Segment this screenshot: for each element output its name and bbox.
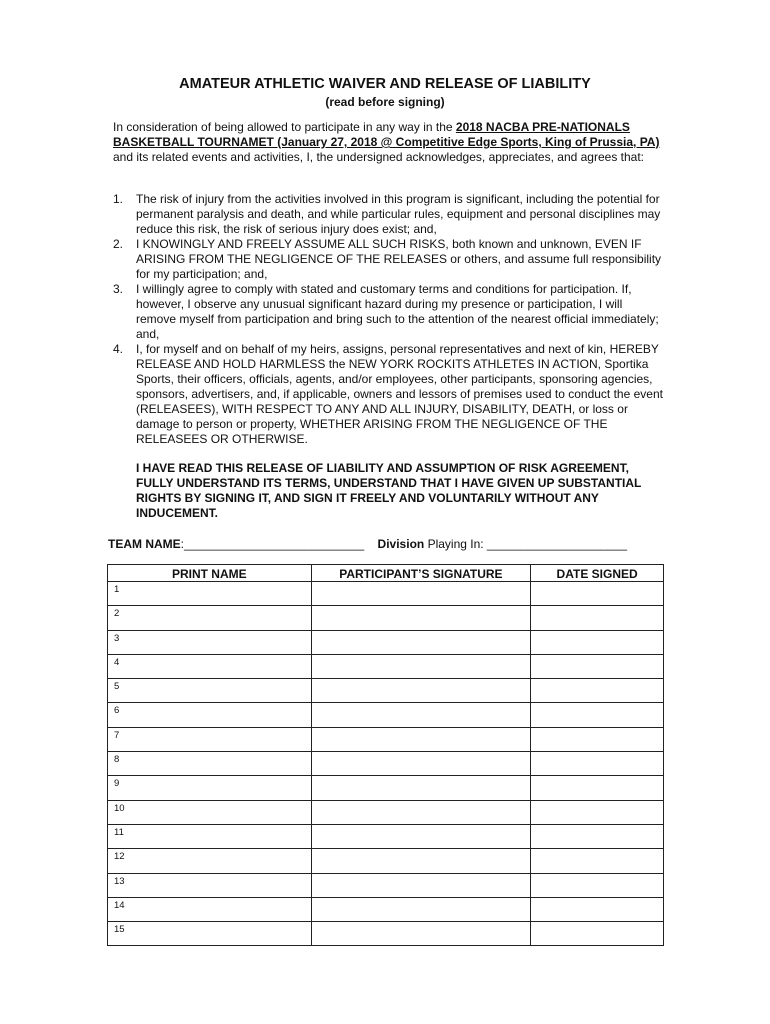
print-name-cell[interactable] — [108, 824, 312, 848]
term-item — [113, 237, 665, 282]
signature-cell[interactable] — [311, 703, 531, 727]
roster-row — [108, 800, 664, 824]
date-signed-cell[interactable] — [531, 582, 664, 606]
print-name-cell[interactable] — [108, 679, 312, 703]
term-number: 2. — [113, 237, 124, 251]
term-number: 4. — [113, 342, 124, 356]
roster-row — [108, 606, 664, 630]
term-text: I KNOWINGLY AND FREELY ASSUME ALL SUCH RISKS, both known and unknown, EVEN IF ARISING FROM THE NEGLIGENCE OF THE RELEASES or others, and assume full responsibility for my participation; and, — [136, 237, 662, 281]
date-signed-cell[interactable] — [531, 824, 664, 848]
row-number: 12 — [114, 851, 125, 863]
row-number: 11 — [114, 826, 124, 838]
row-number: 7 — [114, 729, 120, 741]
signature-cell[interactable] — [311, 752, 531, 776]
roster-row — [108, 727, 664, 751]
signature-cell[interactable] — [311, 849, 531, 873]
signature-cell[interactable] — [311, 654, 531, 678]
team-name-field[interactable]: :___________________________ — [180, 537, 365, 551]
roster-row — [108, 679, 664, 703]
row-number: 8 — [114, 754, 120, 766]
roster-table — [107, 564, 664, 946]
row-number: 1 — [114, 584, 120, 595]
row-number: 6 — [114, 705, 120, 717]
signature-cell[interactable] — [311, 727, 531, 751]
roster-row — [108, 703, 664, 727]
date-signed-cell[interactable] — [531, 776, 664, 800]
roster-row — [108, 849, 664, 873]
date-signed-cell[interactable] — [531, 897, 664, 921]
date-signed-cell[interactable] — [531, 654, 664, 678]
roster-row — [108, 776, 664, 800]
date-signed-cell[interactable] — [531, 630, 664, 654]
signature-cell[interactable] — [311, 873, 531, 897]
signature-cell[interactable] — [311, 582, 531, 606]
term-number: 3. — [113, 282, 124, 296]
row-number: 3 — [114, 632, 120, 644]
roster-row — [108, 922, 664, 946]
signature-cell[interactable] — [311, 897, 531, 921]
date-signed-cell[interactable] — [531, 922, 664, 946]
roster-row — [108, 897, 664, 921]
intro-text-before: In consideration of being allowed to participate in any way in the — [113, 120, 456, 134]
date-signed-cell[interactable] — [531, 752, 664, 776]
date-signed-cell[interactable] — [531, 703, 664, 727]
signature-cell[interactable] — [311, 776, 531, 800]
date-signed-cell[interactable] — [531, 800, 664, 824]
date-signed-cell[interactable] — [531, 679, 664, 703]
print-name-cell[interactable] — [108, 849, 312, 873]
term-text: The risk of injury from the activities involved in this program is significant, including the potential for permanent paralysis and death, and while particular rules, equipment and personal disciplines may reduce this risk, the risk of serious injury does exist; and, — [136, 192, 661, 236]
event-name: 2018 NACBA PRE-NATIONALS BASKETBALL TOURNAMET (January 27, 2018 @ Competitive Edge Sports, King of Prussia, PA) — [113, 120, 660, 149]
print-name-cell[interactable] — [108, 800, 312, 824]
date-signed-cell[interactable] — [531, 727, 664, 751]
print-name-cell[interactable] — [108, 873, 312, 897]
print-name-cell[interactable] — [108, 630, 312, 654]
date-signed-cell[interactable] — [531, 849, 664, 873]
row-number: 2 — [114, 608, 120, 620]
date-signed-cell[interactable] — [531, 606, 664, 630]
row-number: 4 — [114, 656, 120, 668]
team-info-line — [108, 537, 668, 551]
document-title: AMATEUR ATHLETIC WAIVER AND RELEASE OF LIABILITY — [179, 76, 591, 92]
signature-cell[interactable] — [311, 679, 531, 703]
roster-row — [108, 752, 664, 776]
roster-header-row — [108, 565, 664, 582]
print-name-cell[interactable] — [108, 897, 312, 921]
division-field[interactable]: Playing In: _____________________ — [424, 537, 628, 551]
roster-body — [108, 582, 664, 946]
intro-text-after: and its related events and activities, I, the undersigned acknowledges, appreciates, and agrees that: — [113, 150, 644, 164]
intro-paragraph — [113, 120, 663, 165]
row-number: 9 — [114, 778, 120, 790]
term-text: I, for myself and on behalf of my heirs, assigns, personal representatives and next of kin, HEREBY RELEASE AND HOLD HARMLESS the NEW YORK ROCKITS ATHLETES IN ACTION, Sportika Sports, their officers, officials, agents, and/or employees, other participants, sponsoring agencies, sponsors, advertisers, and, if applicable, owners and lessors of premises used to conduct the event (RELEASEES), WITH RESPECT TO ANY AND ALL INJURY, DISABILITY, DEATH, or loss or damage to person or property, WHETHER ARISING FROM THE NEGLIGENCE OF THE RELEASEES OR OTHERWISE. — [136, 342, 663, 446]
row-number: 10 — [114, 802, 125, 814]
signature-cell[interactable] — [311, 824, 531, 848]
term-item — [113, 342, 665, 447]
signature-cell[interactable] — [311, 800, 531, 824]
terms-list — [113, 192, 665, 447]
print-name-cell[interactable] — [108, 922, 312, 946]
row-number: 15 — [114, 924, 125, 936]
print-name-cell[interactable] — [108, 606, 312, 630]
division-label: Division — [377, 537, 425, 551]
term-item — [113, 192, 665, 237]
print-name-cell[interactable] — [108, 776, 312, 800]
acknowledgement-statement: I HAVE READ THIS RELEASE OF LIABILITY AND ASSUMPTION OF RISK AGREEMENT, FULLY UNDERSTAND ITS TERMS, UNDERSTAND THAT I HAVE GIVEN UP SUBSTANTIAL RIGHTS BY SIGNING IT, AND SIGN IT FREELY AND VOLUNTARILY WITHOUT ANY INDUCEMENT. — [136, 461, 642, 520]
signature-cell[interactable] — [311, 922, 531, 946]
signature-cell[interactable] — [311, 606, 531, 630]
term-text: I willingly agree to comply with stated and customary terms and conditions for participation. If, however, I observe any unusual significant hazard during my presence or participation, I will remove myself from participation and bring such to the attention of the nearest official immediately; and, — [136, 282, 659, 341]
roster-row — [108, 654, 664, 678]
signature-header: PARTICIPANT’S SIGNATURE — [311, 565, 531, 582]
roster-row — [108, 582, 664, 606]
print-name-cell[interactable] — [108, 703, 312, 727]
roster-row — [108, 824, 664, 848]
print-name-cell[interactable] — [108, 727, 312, 751]
row-number: 14 — [114, 899, 125, 911]
row-number: 13 — [114, 875, 125, 887]
term-number: 1. — [113, 192, 124, 206]
team-name-label: TEAM NAME — [108, 537, 181, 551]
print-name-header: PRINT NAME — [108, 565, 312, 582]
print-name-cell[interactable] — [108, 752, 312, 776]
date-signed-header: DATE SIGNED — [531, 565, 664, 582]
signature-cell[interactable] — [311, 630, 531, 654]
roster-row — [108, 630, 664, 654]
print-name-cell[interactable] — [108, 582, 312, 606]
date-signed-cell[interactable] — [531, 873, 664, 897]
document-subtitle: (read before signing) — [325, 95, 445, 109]
term-item — [113, 282, 665, 342]
row-number: 5 — [114, 681, 120, 693]
roster-row — [108, 873, 664, 897]
print-name-cell[interactable] — [108, 654, 312, 678]
